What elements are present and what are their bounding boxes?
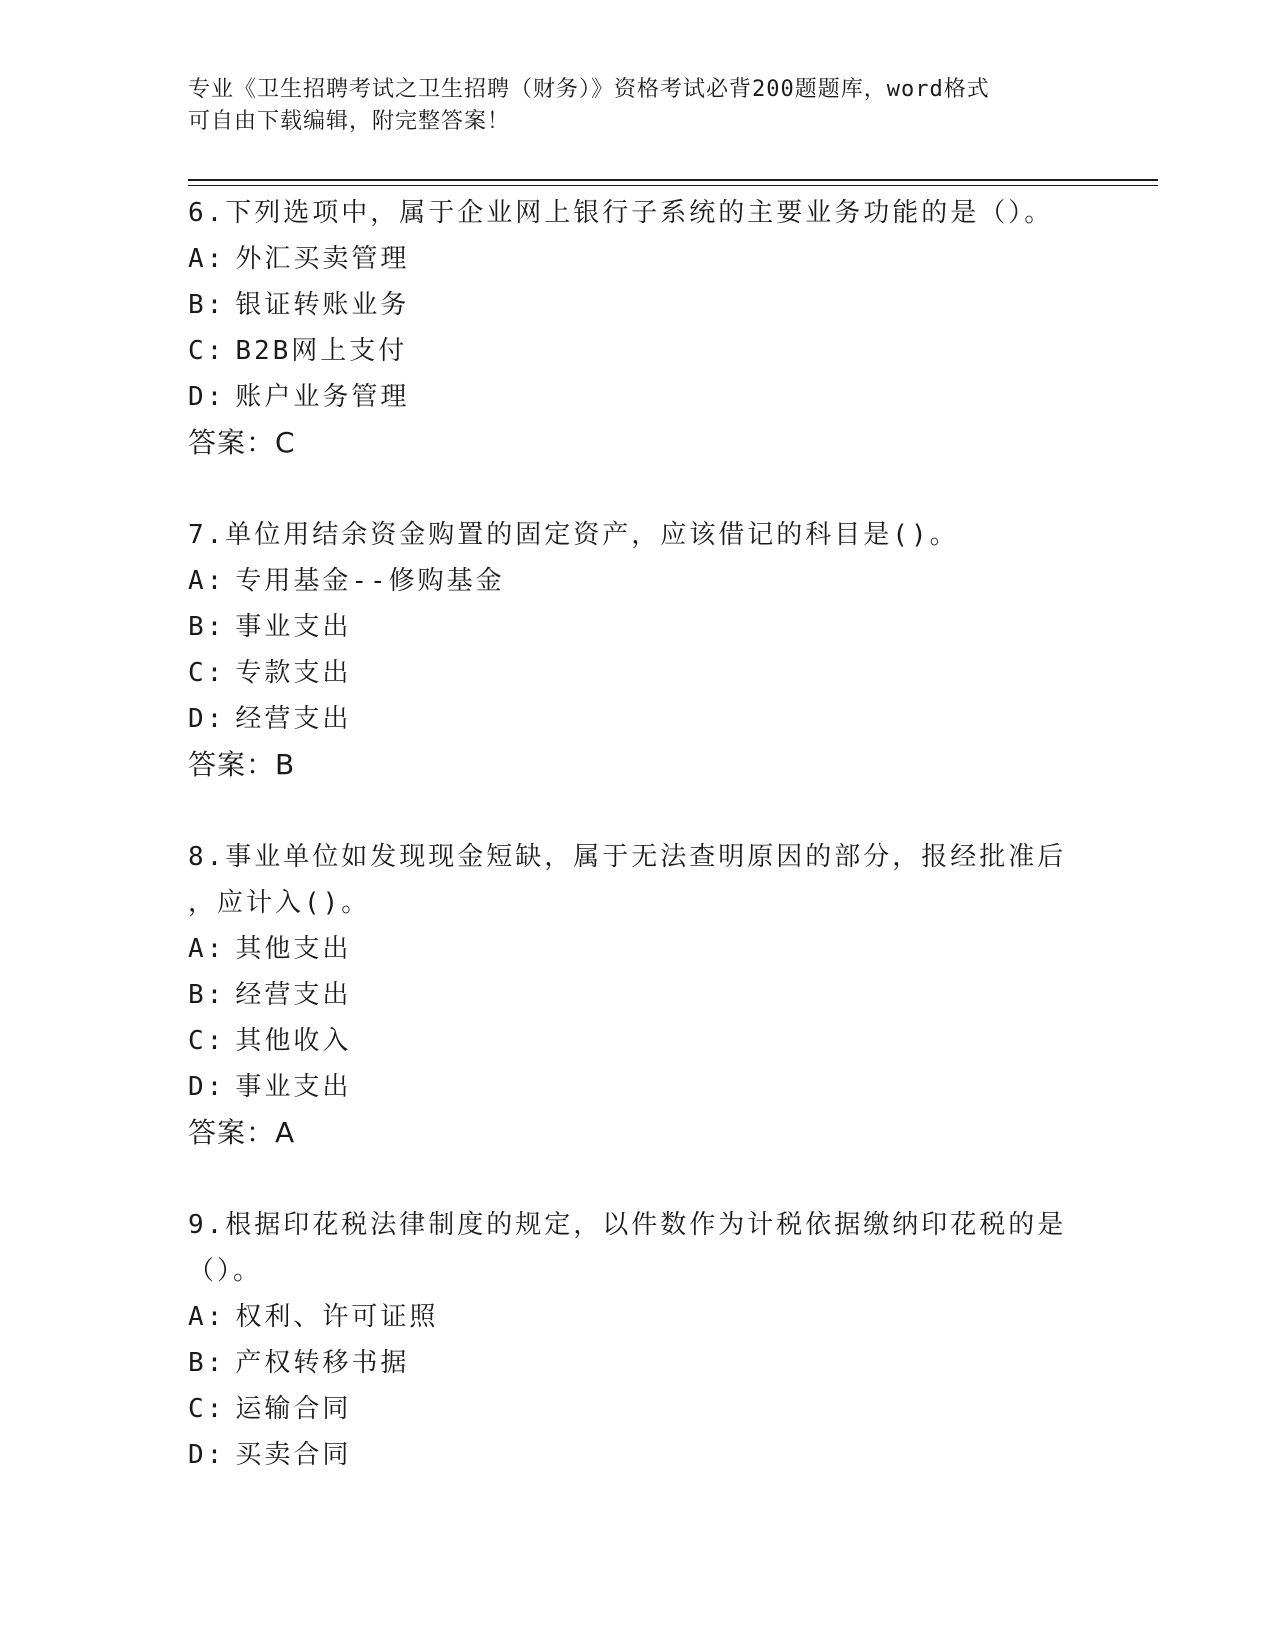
option-item	[188, 1294, 1088, 1340]
header-divider-top	[188, 179, 1158, 181]
option-text: 事业支出	[235, 612, 352, 642]
option-item	[188, 1018, 1088, 1064]
question-text: 7.单位用结余资金购置的固定资产，应该借记的科目是()。	[188, 520, 959, 550]
option-key: C:	[188, 336, 226, 366]
option-item	[188, 1386, 1088, 1432]
header-line-2: 可自由下载编辑，附完整答案！	[188, 109, 511, 134]
option-key: D:	[188, 704, 226, 734]
option-item	[188, 650, 1088, 696]
option-item	[188, 972, 1088, 1018]
question-block	[188, 834, 1088, 1156]
question-block	[188, 190, 1088, 466]
option-key: C:	[188, 658, 226, 688]
option-key: C:	[188, 1026, 226, 1056]
option-item	[188, 374, 1088, 420]
option-key: A:	[188, 244, 226, 274]
option-key: D:	[188, 382, 226, 412]
option-key: D:	[188, 1440, 226, 1470]
header-line-1: 专业《卫生招聘考试之卫生招聘（财务）》资格考试必背200题题库，word格式	[188, 77, 990, 102]
option-item	[188, 328, 1088, 374]
option-key: A:	[188, 934, 226, 964]
header-divider-bottom	[188, 185, 1158, 186]
question-text: 8.事业单位如发现现金短缺，属于无法查明原因的部分，报经批准后	[188, 842, 1067, 872]
question-block	[188, 1202, 1088, 1478]
option-text: 经营支出	[235, 704, 352, 734]
answer-line: 答案：C	[188, 426, 296, 459]
option-text: 账户业务管理	[235, 382, 410, 412]
question-text: ，应计入()。	[188, 888, 371, 918]
option-item	[188, 696, 1088, 742]
option-item	[188, 1432, 1088, 1478]
option-text: 权利、许可证照	[235, 1302, 439, 1332]
question-spacer	[188, 788, 1088, 834]
option-item	[188, 1064, 1088, 1110]
answer-line: 答案：B	[188, 748, 296, 781]
question-spacer	[188, 1156, 1088, 1202]
option-key: C:	[188, 1394, 226, 1424]
option-text: 其他支出	[235, 934, 352, 964]
option-key: B:	[188, 1348, 226, 1378]
option-text: 专用基金--修购基金	[235, 566, 505, 596]
option-text: 其他收入	[235, 1026, 352, 1056]
option-key: B:	[188, 980, 226, 1010]
option-text: 买卖合同	[235, 1440, 352, 1470]
option-item	[188, 604, 1088, 650]
question-text: 6.下列选项中，属于企业网上银行子系统的主要业务功能的是（）。	[188, 198, 1054, 228]
option-item	[188, 282, 1088, 328]
question-text: （）。	[188, 1256, 263, 1286]
option-text: 经营支出	[235, 980, 352, 1010]
option-item	[188, 1340, 1088, 1386]
document-header	[188, 74, 1078, 138]
question-list	[188, 190, 1088, 1478]
option-text: 外汇买卖管理	[235, 244, 410, 274]
option-text: B2B网上支付	[235, 336, 408, 366]
question-text: 9.根据印花税法律制度的规定，以件数作为计税依据缴纳印花税的是	[188, 1210, 1067, 1240]
option-item	[188, 558, 1088, 604]
option-key: D:	[188, 1072, 226, 1102]
option-text: 事业支出	[235, 1072, 352, 1102]
answer-line: 答案：A	[188, 1116, 296, 1149]
option-item	[188, 236, 1088, 282]
question-block	[188, 512, 1088, 788]
option-text: 银证转账业务	[235, 290, 410, 320]
option-key: A:	[188, 566, 226, 596]
option-key: B:	[188, 290, 226, 320]
option-key: B:	[188, 612, 226, 642]
option-text: 产权转移书据	[235, 1348, 410, 1378]
option-text: 运输合同	[235, 1394, 352, 1424]
option-text: 专款支出	[235, 658, 352, 688]
question-spacer	[188, 466, 1088, 512]
option-key: A:	[188, 1302, 226, 1332]
option-item	[188, 926, 1088, 972]
